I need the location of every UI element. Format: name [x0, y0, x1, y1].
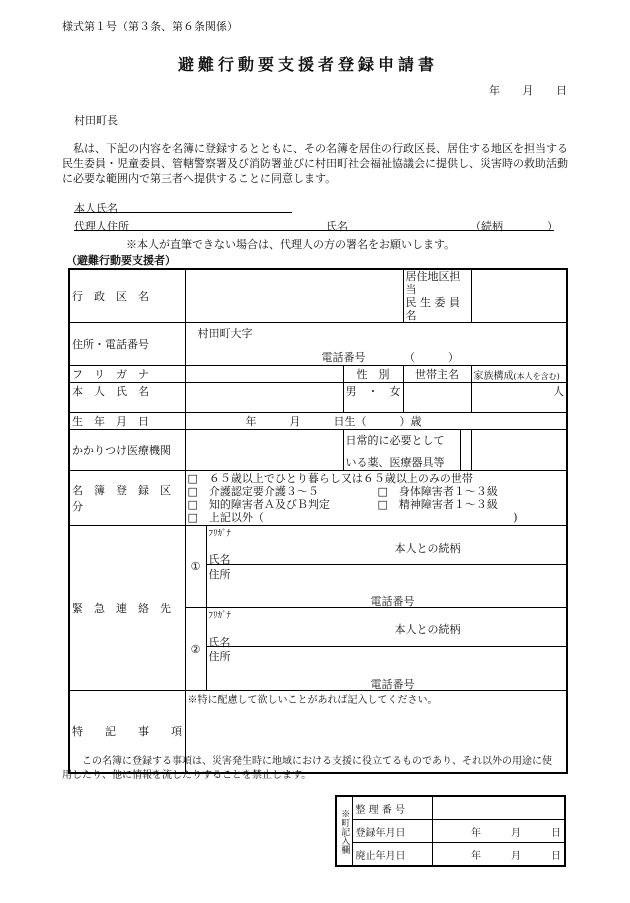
form-number: 様式第１号（第３条、第６条関係）	[62, 20, 238, 33]
daily-items-label: 日常的に必要として いる薬、医療器具等	[343, 430, 471, 471]
reg-date-input[interactable]: 年 月 日	[432, 820, 565, 843]
category-4[interactable]: □ 知的障害者Ａ及びＢ判定	[187, 498, 330, 511]
contact-2-address-label: 住所	[208, 650, 231, 663]
contact-2-name-label: 氏名	[208, 636, 231, 649]
contact-2-relation-label: 本人との続柄	[394, 623, 461, 636]
contact-1-address-label: 住所	[208, 568, 231, 581]
contact-2-number: ②	[186, 608, 207, 690]
date-year: 年	[489, 84, 500, 97]
welfare-label: 居住地区担当 民 生 委 員 名	[403, 269, 471, 323]
district-label: 行 政 区 名	[69, 269, 185, 323]
category-2[interactable]: □ 介護認定要介護３～５	[187, 485, 319, 498]
birthdate-label: 生 年 月 日	[69, 413, 185, 430]
category-6[interactable]: □ 上記以外（	[187, 511, 264, 524]
applicant-name-line[interactable]	[74, 212, 292, 213]
section-heading: （避難行動要支援者）	[66, 254, 176, 267]
person-name-label: 本 人 氏 名	[69, 383, 185, 413]
contact-2-phone-label: 電話番号	[370, 678, 415, 691]
contact-1-number: ①	[186, 526, 207, 607]
person-name-input[interactable]	[185, 383, 343, 413]
contact-1-furigana-label: ﾌﾘｶﾞﾅ	[208, 529, 232, 539]
householder-label: 世帯主名	[403, 366, 471, 383]
emergency-label: 緊 急 連 絡 先	[69, 526, 185, 691]
agent-note: ※本人が直筆できない場合は、代理人の方の署名をお願いします。	[126, 238, 456, 251]
agent-line[interactable]	[74, 230, 554, 231]
birthdate-input[interactable]: 年 月 日生（ ）歳	[185, 413, 567, 430]
phone-label: 電話番号 （ ）	[321, 351, 459, 364]
date-line	[489, 82, 567, 98]
consent-paragraph: 私は、下記の内容を名簿に登録するとともに、その名簿を居住の行政区長、居住する地区を担当する民生委員・児童委員、管轄警察署及び消防署並びに村田町社会福祉協議会に提供し、災害時の救助活動に必要な範囲内で第三者へ提供することに同意します。	[62, 142, 568, 185]
clinic-input[interactable]	[185, 430, 343, 471]
addressee: 村田町長	[74, 114, 118, 127]
page-title: 避難行動要支援者登録申請書	[178, 55, 439, 74]
office-side-label: ※町記入欄	[336, 796, 352, 866]
registration-table	[68, 268, 568, 774]
contact-1-relation-label: 本人との続柄	[394, 542, 461, 555]
category-3[interactable]: □ 身体障害者１～３級	[377, 485, 498, 498]
district-input[interactable]	[185, 269, 403, 323]
prohibition-paragraph: この名簿に登録する事項は、災害発生時に地域における支援に役立てるものであり、それ以外の用途に使用したり、他に情報を流したりすることを禁止します。	[62, 756, 552, 781]
address-input[interactable]	[185, 323, 567, 366]
clinic-label: かかりつけ医療機関	[69, 430, 185, 471]
category-options[interactable]: □ ６５歳以上でひとり暮らし又は６５歳以上のみの世帯 □ 介護認定要介護３～５ □ 身体障害者１～３級 □ 知的障害者Ａ及びＢ判定 □ 精神障害者１～３級 □ 上記以外（ )	[185, 471, 567, 526]
family-label: 家族構成(本人を含む)	[471, 366, 567, 383]
agent-relation-label: （続柄 ）	[470, 220, 558, 233]
daily-items-input[interactable]	[471, 430, 567, 471]
category-1[interactable]: □ ６５歳以上でひとり暮らし又は６５歳以上のみの世帯	[187, 472, 473, 485]
applicant-name-label: 本人氏名	[74, 202, 118, 215]
date-month: 月	[522, 84, 534, 97]
reg-number-input[interactable]	[432, 796, 565, 820]
category-label: 名 簿 登 録 区 分	[69, 471, 185, 526]
date-day: 日	[556, 84, 567, 97]
abolish-date-input[interactable]: 年 月 日	[432, 843, 565, 867]
agent-name-label: 氏名	[326, 220, 348, 233]
contact-2-furigana-label: ﾌﾘｶﾞﾅ	[208, 611, 232, 621]
family-count[interactable]: 人	[471, 383, 567, 413]
reg-date-label: 登録年月日	[352, 820, 432, 843]
contact-1-name-label: 氏名	[208, 553, 231, 566]
furigana-input[interactable]	[185, 366, 343, 383]
agent-address-label: 代理人住所	[74, 220, 129, 233]
address-prefix: 村田町大字	[197, 327, 253, 340]
address-label: 住所・電話番号	[69, 323, 185, 366]
office-use-box	[335, 795, 566, 867]
notes-label: 特 記 事 項	[69, 691, 185, 773]
category-5[interactable]: □ 精神障害者１～３級	[377, 498, 498, 511]
contact-2[interactable]	[185, 608, 567, 691]
contact-1[interactable]	[185, 526, 567, 608]
abolish-date-label: 廃止年月日	[352, 843, 432, 867]
gender-options[interactable]: 男 ・ 女	[343, 383, 403, 413]
gender-label: 性 別	[343, 366, 403, 383]
welfare-input[interactable]	[471, 269, 567, 323]
furigana-label: フ リ ガ ナ	[69, 366, 185, 383]
notes-hint: ※特に配慮して欲しいことがあれば記入してください。	[187, 695, 438, 706]
householder-input[interactable]	[403, 383, 471, 413]
reg-number-label: 整 理 番 号	[352, 796, 432, 820]
contact-1-phone-label: 電話番号	[370, 595, 415, 608]
